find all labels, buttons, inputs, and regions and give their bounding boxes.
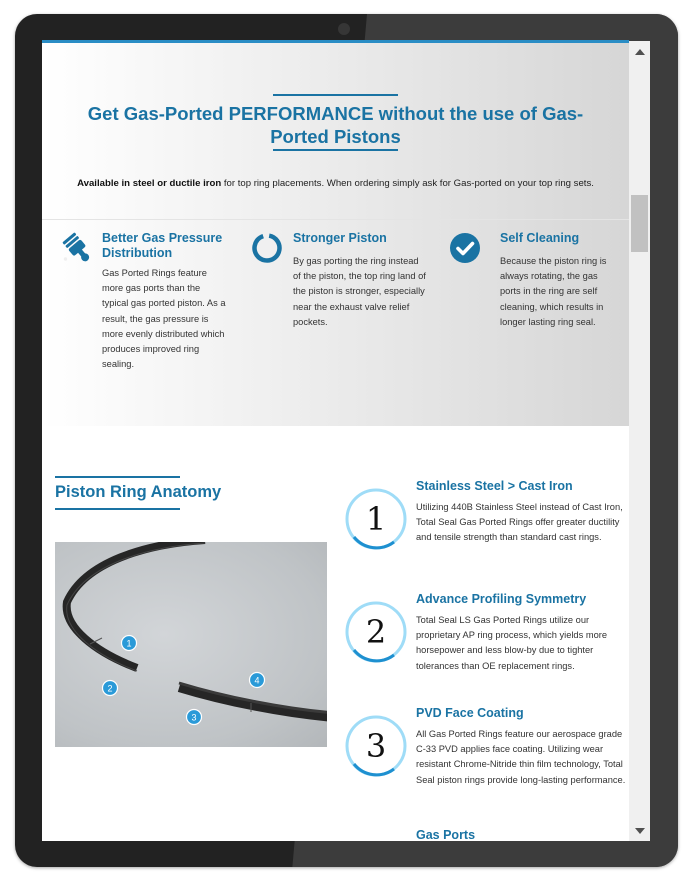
anatomy-item-title: Gas Ports xyxy=(416,828,476,841)
anatomy-rule-top xyxy=(55,476,180,478)
svg-text:4: 4 xyxy=(254,675,260,686)
divider xyxy=(42,219,629,220)
hero-subtitle-text: for top ring placements. When ordering simply ask for Gas-ported on your top ring sets. xyxy=(221,178,594,189)
anatomy-item-text: Total Seal LS Gas Ported Rings utilize our proprietary AP ring process, which yields more horsepower and less blow-by due to tighter tolerances than OE replacement rings. xyxy=(416,615,608,671)
title-rule-bottom xyxy=(273,149,398,151)
piston-icon xyxy=(59,231,93,265)
scroll-thumb[interactable] xyxy=(631,195,648,252)
title-rule-top xyxy=(273,94,398,96)
number-badge xyxy=(344,600,408,664)
anatomy-item-text: Utilizing 440B Stainless Steel instead of Cast Iron, Total Seal Gas Ported Rings offer greater ductility and tensile strength than standard cast rings. xyxy=(416,502,623,543)
ring-icon xyxy=(252,231,286,265)
svg-text:3: 3 xyxy=(191,712,197,723)
photo-markers xyxy=(103,636,265,725)
feature-title: Self Cleaning xyxy=(500,231,580,245)
anatomy-item-title: Advance Profiling Symmetry xyxy=(416,592,587,606)
vertical-scrollbar[interactable] xyxy=(629,41,650,841)
anatomy-rule-bottom xyxy=(55,508,180,510)
svg-text:2: 2 xyxy=(107,683,113,694)
arrow-up-icon xyxy=(635,49,645,55)
piston-ring-image xyxy=(55,542,327,747)
feature-text: Gas Ported Rings feature more gas ports than the typical gas ported piston. As a result, the gas pressure is more evenly distributed which produces improved ring sealing. xyxy=(102,268,226,370)
hero-subtitle xyxy=(42,178,629,189)
hero-subtitle-bold: Available in steel or ductile iron xyxy=(77,178,222,189)
number-label: 2 xyxy=(365,613,387,651)
svg-text:1: 1 xyxy=(126,638,132,649)
number-badge xyxy=(344,714,408,778)
anatomy-item-title: Stainless Steel > Cast Iron xyxy=(416,479,573,493)
camera xyxy=(338,23,350,35)
feature-text: By gas porting the ring instead of the piston, the top ring land of the piston is stronger, especially near the exhaust valve relief pockets. xyxy=(293,256,426,327)
gas-ported-hero-section xyxy=(42,43,629,426)
anatomy-item-text: All Gas Ported Rings feature our aerospace grade C-33 PVD applies face coating. Utilizing wear resistant Chrome-Nitride thin film technology, Total Seal piston rings provide long-lasting performance. xyxy=(416,729,626,785)
scroll-up-button[interactable] xyxy=(629,43,650,60)
piston-ring-photo xyxy=(55,542,327,747)
number-badge xyxy=(344,487,408,551)
hero-title: Get Gas-Ported PERFORMANCE without the use of Gas-Ported Pistons xyxy=(87,103,584,147)
check-circle-icon xyxy=(449,231,483,265)
number-label: 1 xyxy=(365,500,387,538)
feature-text: Because the piston ring is always rotating, the gas ports in the ring are self cleaning, which results in longer lasting ring seal. xyxy=(500,256,607,327)
anatomy-item-title: PVD Face Coating xyxy=(416,706,524,720)
anatomy-title: Piston Ring Anatomy xyxy=(55,483,222,501)
scroll-down-button[interactable] xyxy=(629,822,650,839)
arrow-down-icon xyxy=(635,828,645,834)
feature-title: Stronger Piston xyxy=(293,231,387,245)
number-label: 3 xyxy=(365,727,387,765)
feature-title: Better Gas Pressure Distribution xyxy=(102,231,223,260)
web-page xyxy=(42,40,629,841)
